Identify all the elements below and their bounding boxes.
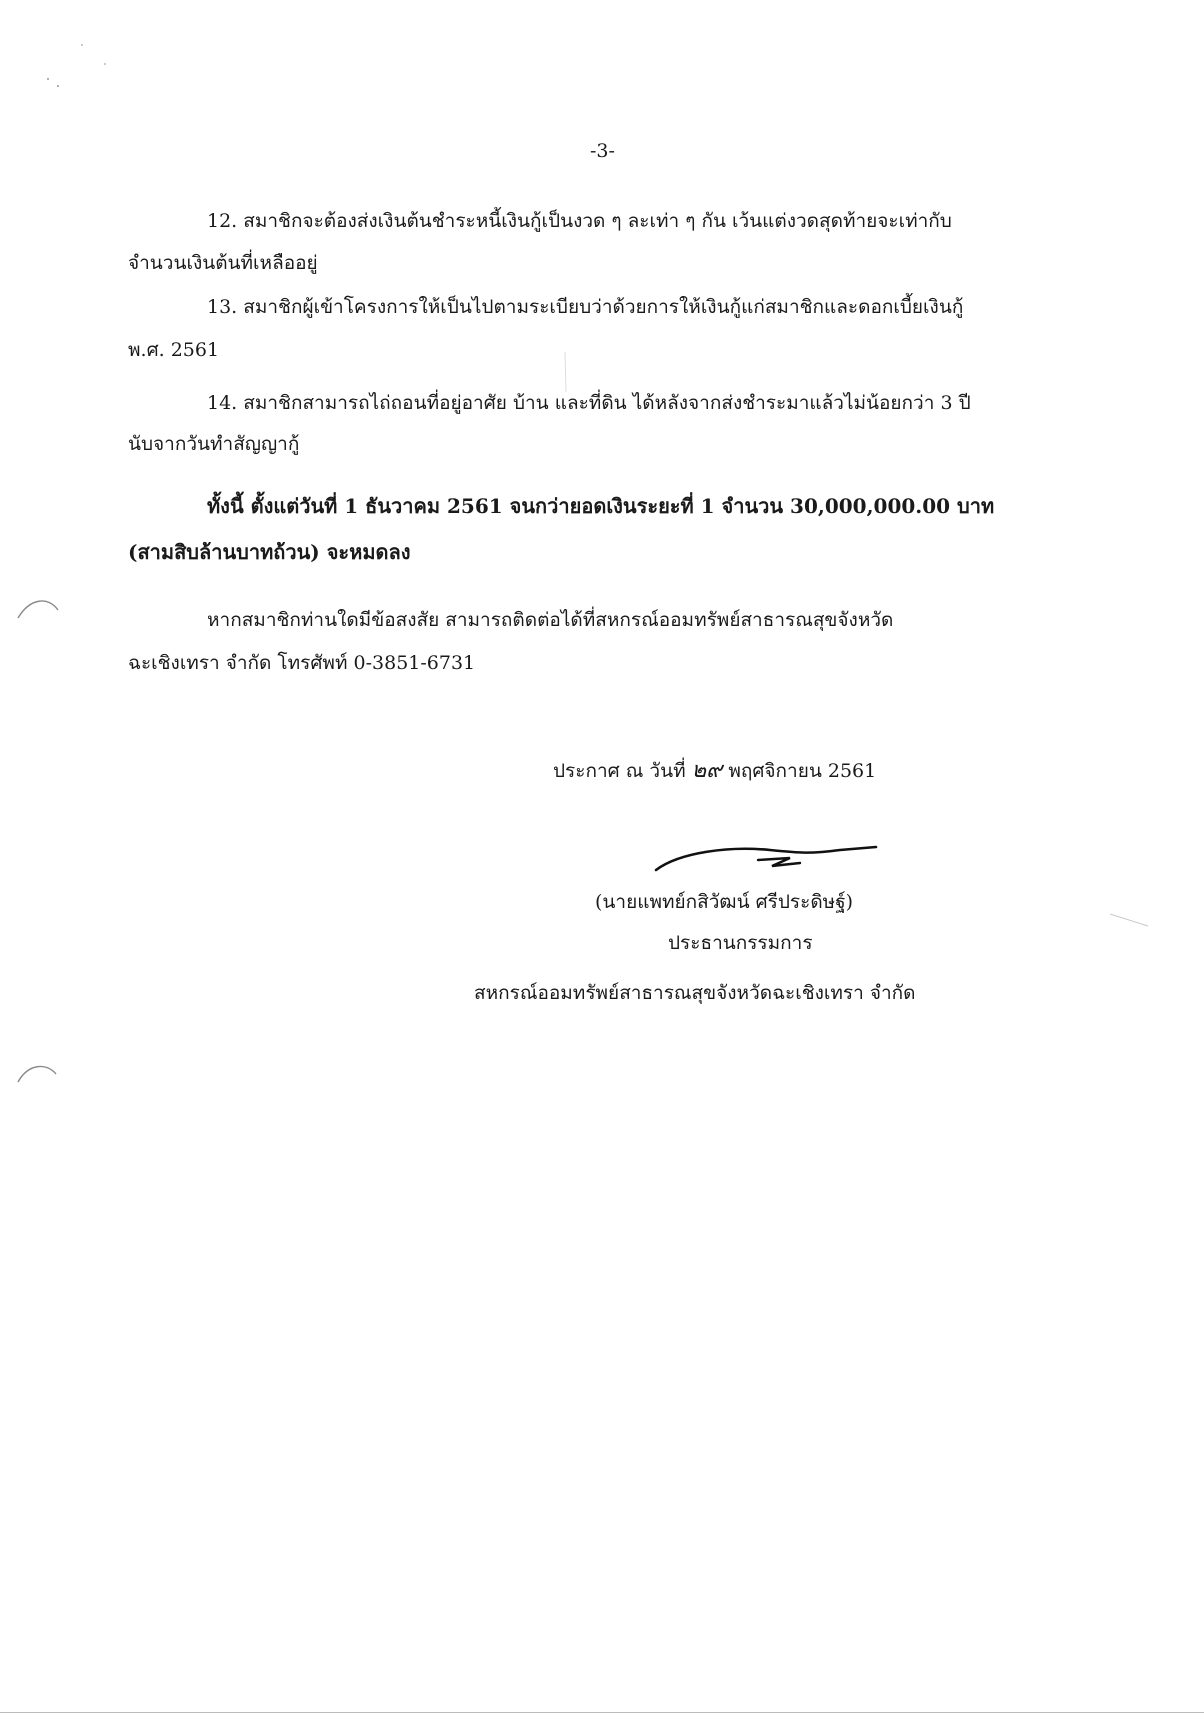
item-14-line-2: นับจากวันทำสัญญากู้ [128,433,300,455]
announcement-prefix: ประกาศ ณ วันที่ [553,760,686,782]
signatory-organization: สหกรณ์ออมทรัพย์สาธารณสุขจังหวัดฉะเชิงเทรา จำกัด [474,982,916,1004]
notice-line-1: ทั้งนี้ ตั้งแต่วันที่ 1 ธันวาคม 2561 จนกว่ายอดเงินระยะที่ 1 จำนวน 30,000,000.00 บาท [207,494,995,518]
announcement-month-year: พฤศจิกายน 2561 [728,760,877,782]
contact-line-2: ฉะเชิงเทรา จำกัด โทรศัพท์ 0-3851-6731 [128,652,476,674]
page-number: -3- [590,140,615,162]
handwritten-day: ๒๙ [691,758,723,783]
contact-line-1: หากสมาชิกท่านใดมีข้อสงสัย สามารถติดต่อได้ที่สหกรณ์ออมทรัพย์สาธารณสุขจังหวัด [207,609,894,631]
signatory-title: ประธานกรรมการ [668,932,813,954]
bottom-edge-line [0,1712,1204,1713]
item-12-line-1: 12. สมาชิกจะต้องส่งเงินต้นชำระหนี้เงินกู้เป็นงวด ๆ ละเท่า ๆ กัน เว้นแต่งวดสุดท้ายจะเท่ากับ [207,210,952,232]
signatory-name: (นายแพทย์กสิวัฒน์ ศรีประดิษฐ์) [595,891,854,913]
item-13-line-1: 13. สมาชิกผู้เข้าโครงการให้เป็นไปตามระเบียบว่าด้วยการให้เงินกู้แก่สมาชิกและดอกเบี้ยเงินกู้ [207,296,964,318]
item-13-line-2: พ.ศ. 2561 [128,339,220,361]
notice-line-2: (สามสิบล้านบาทถ้วน) จะหมดลง [128,540,411,564]
signature-image [650,838,880,878]
announcement-date [553,758,876,784]
item-14-line-1: 14. สมาชิกสามารถไถ่ถอนที่อยู่อาศัย บ้าน และที่ดิน ได้หลังจากส่งชำระมาแล้วไม่น้อยกว่า 3 ปี [207,392,971,414]
item-12-line-2: จำนวนเงินต้นที่เหลืออยู่ [128,252,318,274]
